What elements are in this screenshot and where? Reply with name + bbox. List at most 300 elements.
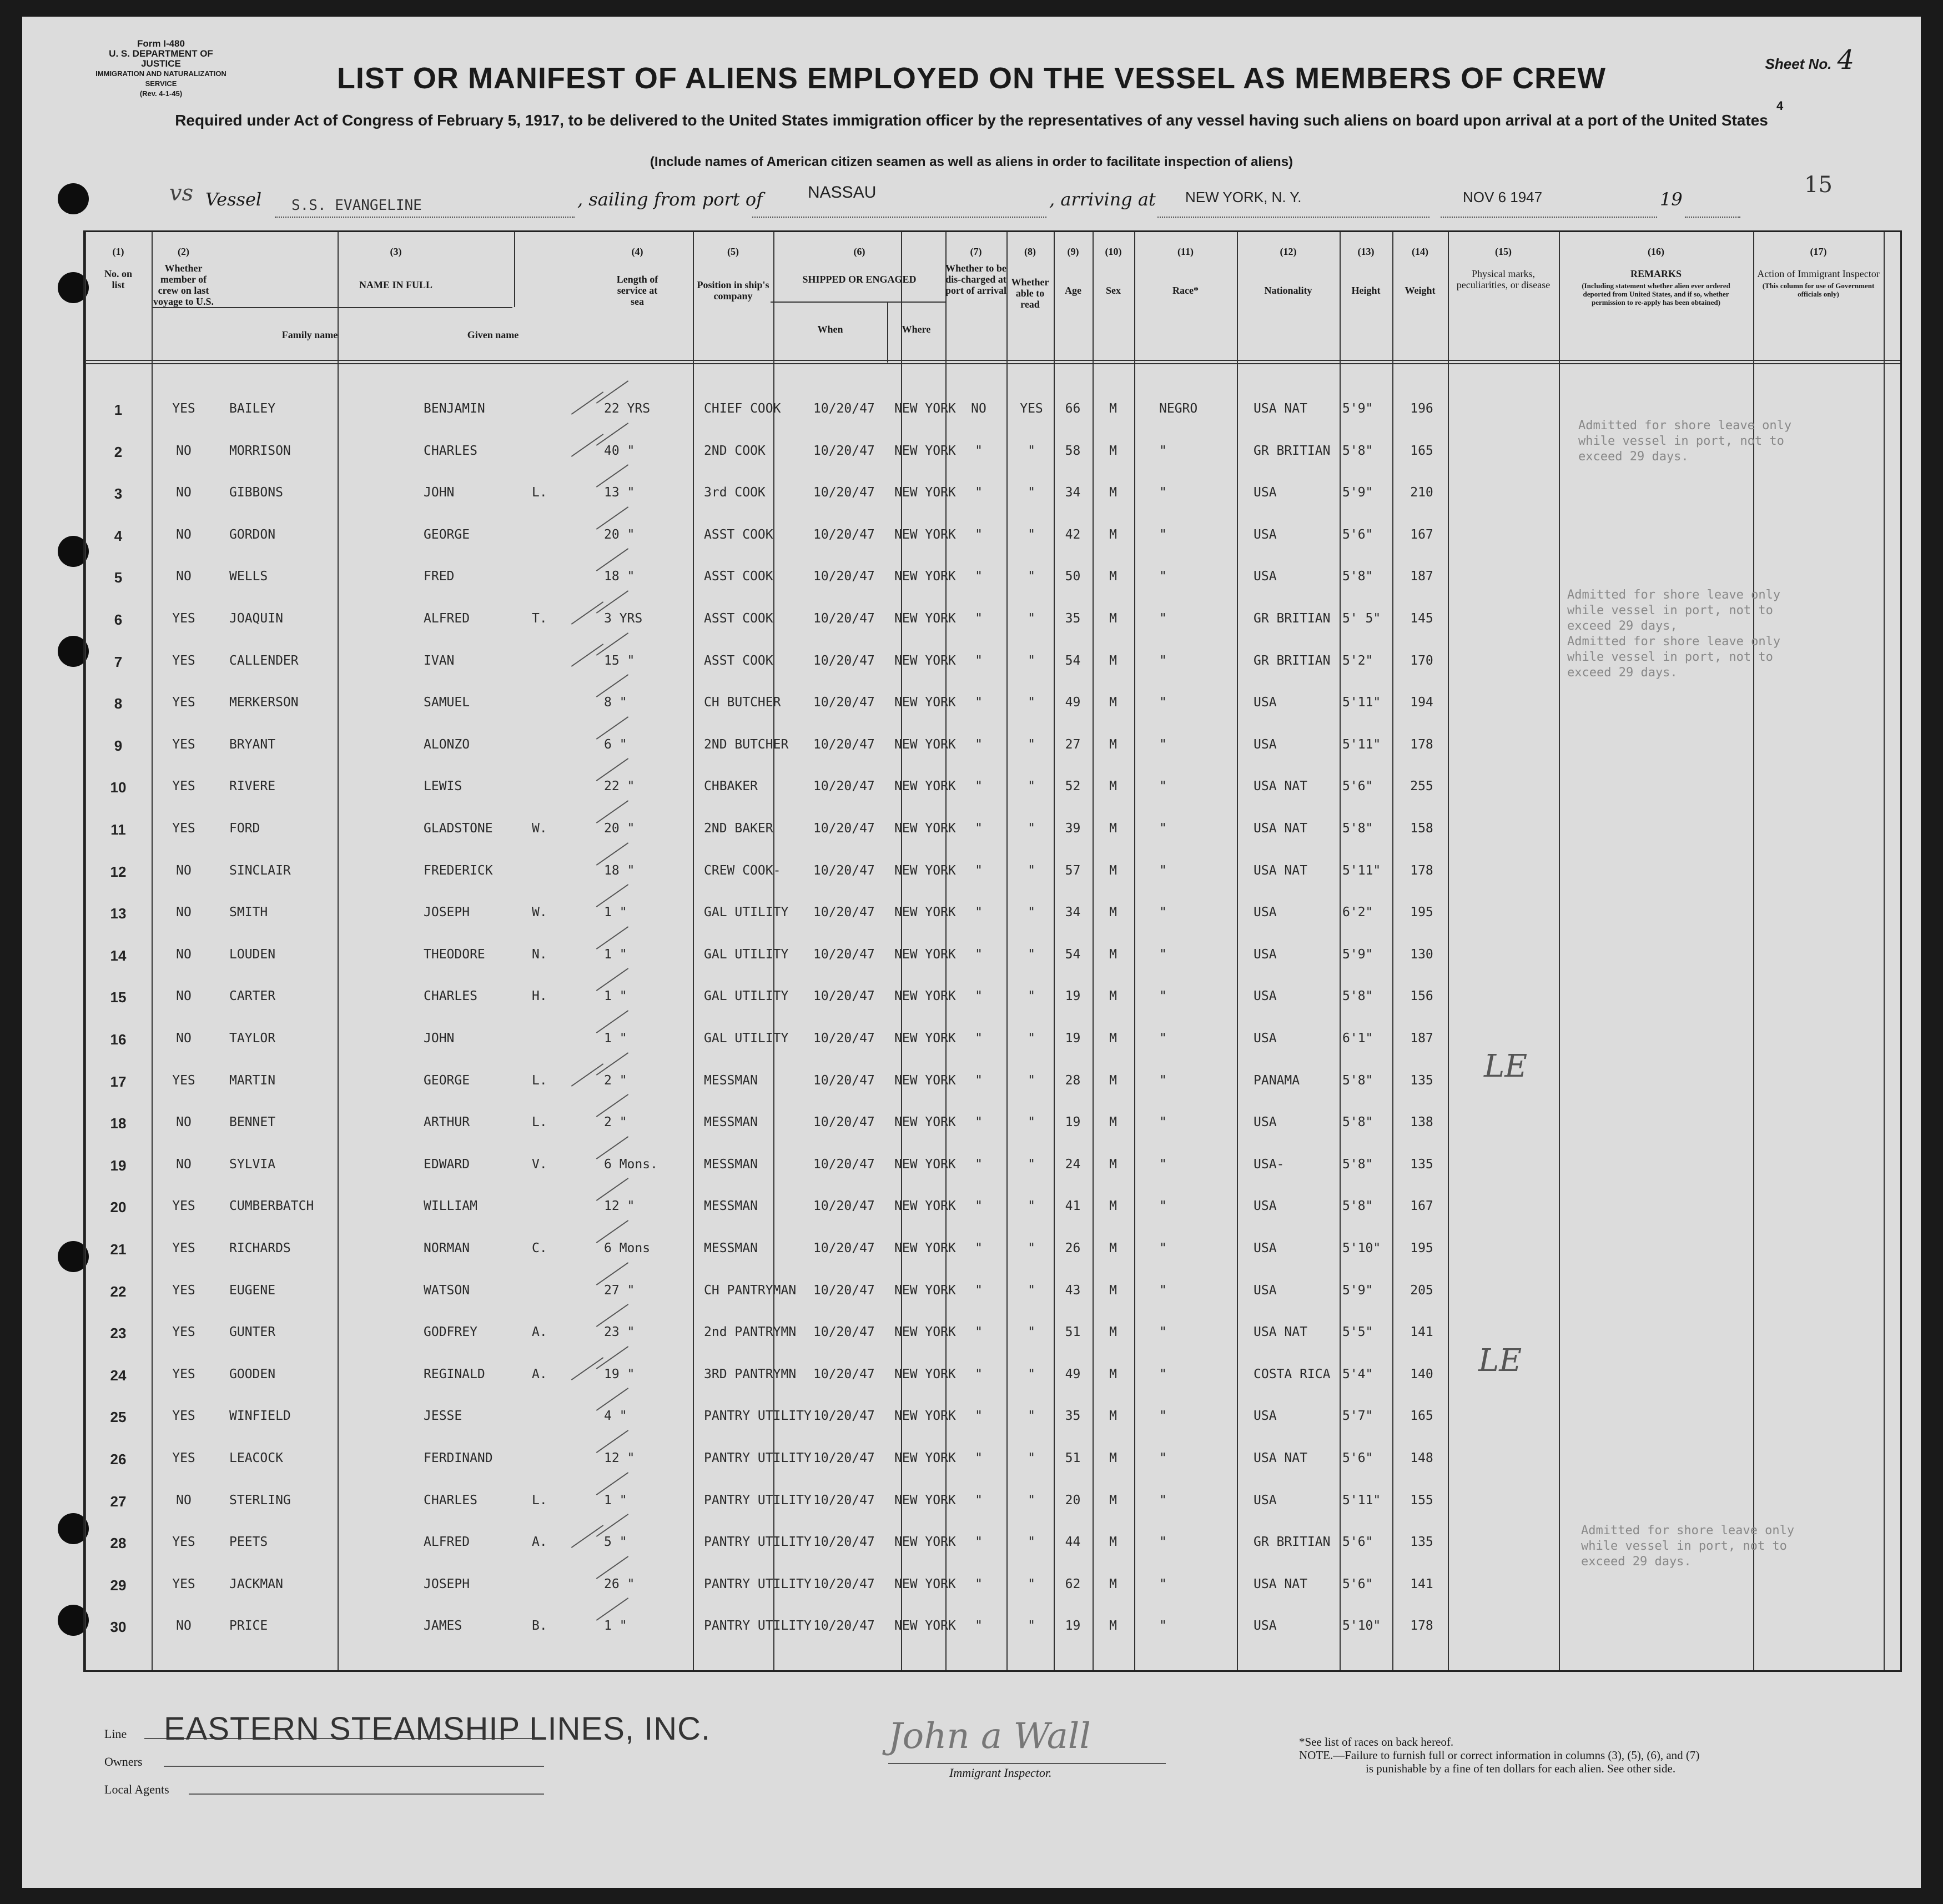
cell-position: ASST COOK xyxy=(704,527,773,542)
cell-nationality: USA NAT xyxy=(1254,863,1307,878)
cell-engaged-when: 10/20/47 xyxy=(813,1241,875,1255)
cell-weight: 165 xyxy=(1410,1409,1433,1424)
cell-sex: M xyxy=(1109,1493,1117,1508)
cell-able-to-read: " xyxy=(1028,1325,1035,1340)
cell-position: CHBAKER xyxy=(704,779,758,794)
cell-weight: 148 xyxy=(1410,1451,1433,1465)
cell-able-to-read: YES xyxy=(1020,401,1043,416)
cell-weight: 145 xyxy=(1410,611,1433,626)
cell-discharged: " xyxy=(975,1241,983,1255)
cell-initial: A. xyxy=(532,1535,547,1550)
cell-discharged: " xyxy=(975,1535,983,1550)
cell-engaged-where: NEW YORK xyxy=(894,1493,956,1508)
cell-able-to-read: " xyxy=(1028,611,1035,626)
cell-last-voyage: YES xyxy=(172,695,195,710)
cell-position: 2ND COOK xyxy=(704,443,766,458)
cell-position: MESSMAN xyxy=(704,1157,758,1172)
cell-age: 51 xyxy=(1065,1325,1081,1340)
cell-length-of-service: 27 " xyxy=(604,1283,635,1298)
cell-length-of-service: 6 Mons xyxy=(604,1241,651,1255)
cell-sex: M xyxy=(1109,443,1117,458)
cell-position: CHIEF COOK xyxy=(704,401,781,416)
cell-family-name: CALLENDER xyxy=(229,653,299,668)
cell-position: GAL UTILITY xyxy=(704,947,789,962)
cell-last-voyage: YES xyxy=(172,1535,195,1550)
cell-weight: 178 xyxy=(1410,863,1433,878)
department: U. S. DEPARTMENT OF JUSTICE xyxy=(109,48,213,69)
cell-sex: M xyxy=(1109,821,1117,836)
cell-age: 66 xyxy=(1065,401,1081,416)
cell-last-voyage: YES xyxy=(172,1283,195,1298)
tick-mark xyxy=(596,1136,628,1159)
cell-family-name: BAILEY xyxy=(229,401,276,416)
check-mark xyxy=(571,1063,603,1087)
cell-engaged-when: 10/20/47 xyxy=(813,611,875,626)
cell-engaged-where: NEW YORK xyxy=(894,1283,956,1298)
cell-engaged-where: NEW YORK xyxy=(894,989,956,1004)
cell-weight: 195 xyxy=(1410,1241,1433,1255)
cell-family-name: FORD xyxy=(229,821,260,836)
cell-sex: M xyxy=(1109,1535,1117,1550)
cell-discharged: " xyxy=(975,1325,983,1340)
cell-discharged: " xyxy=(975,695,983,710)
col-header-nationality xyxy=(1237,246,1340,296)
cell-row-number: 29 xyxy=(110,1576,127,1594)
cell-sex: M xyxy=(1109,1199,1117,1214)
col-num: (16) xyxy=(1648,246,1664,257)
cell-height: 5'6" xyxy=(1342,1535,1373,1550)
revision: (Rev. 4-1-45) xyxy=(139,89,183,98)
cell-row-number: 21 xyxy=(110,1241,127,1258)
cell-length-of-service: 19 " xyxy=(604,1367,635,1381)
cell-height: 5'6" xyxy=(1342,779,1373,794)
cell-row-number: 3 xyxy=(114,485,123,503)
cell-able-to-read: " xyxy=(1028,1619,1035,1634)
col-header-action xyxy=(1753,246,1884,298)
cell-last-voyage: NO xyxy=(176,569,192,584)
cell-given-name: GODFREY xyxy=(424,1325,477,1340)
cell-sex: M xyxy=(1109,695,1117,710)
remark-stamp: Admitted for shore leave only while vessel in port, not to exceed 29 days. xyxy=(1581,1524,1795,1569)
cell-length-of-service: 1 " xyxy=(604,989,627,1004)
cell-length-of-service: 6 Mons. xyxy=(604,1157,658,1172)
col-label: Physical marks, peculiarities, or disease xyxy=(1456,268,1551,290)
col-num: (17) xyxy=(1810,246,1827,257)
cell-height: 5'9" xyxy=(1342,401,1373,416)
cell-given-name: WATSON xyxy=(424,1283,470,1298)
cell-last-voyage: YES xyxy=(172,1073,195,1088)
cell-sex: M xyxy=(1109,1031,1117,1046)
cell-engaged-where: NEW YORK xyxy=(894,1115,956,1130)
cell-engaged-where: NEW YORK xyxy=(894,863,956,878)
cell-row-number: 27 xyxy=(110,1493,127,1510)
cell-row-number: 7 xyxy=(114,653,123,670)
tick-mark xyxy=(596,1010,628,1033)
date-value: NOV 6 1947 xyxy=(1463,189,1543,205)
cell-initial: A. xyxy=(532,1325,547,1340)
cell-row-number: 13 xyxy=(110,905,127,922)
cell-sex: M xyxy=(1109,905,1117,920)
cell-weight: 255 xyxy=(1410,779,1433,794)
cell-engaged-when: 10/20/47 xyxy=(813,1367,875,1381)
cell-nationality: USA xyxy=(1254,1115,1277,1130)
cell-given-name: CHARLES xyxy=(424,443,477,458)
inspector-initials: LE xyxy=(1484,1048,1528,1084)
cell-weight: 138 xyxy=(1410,1115,1433,1130)
cell-family-name: PRICE xyxy=(229,1619,268,1634)
cell-position: ASST COOK xyxy=(704,611,773,626)
cell-weight: 141 xyxy=(1410,1576,1433,1591)
cell-able-to-read: " xyxy=(1028,1199,1035,1214)
cell-age: 20 xyxy=(1065,1493,1081,1508)
cell-age: 35 xyxy=(1065,611,1081,626)
cell-sex: M xyxy=(1109,1241,1117,1255)
cell-length-of-service: 1 " xyxy=(604,947,627,962)
cell-nationality: USA xyxy=(1254,1409,1277,1424)
cell-able-to-read: " xyxy=(1028,1451,1035,1465)
col-label: Whether to be dis-charged at port of arrival xyxy=(945,263,1006,296)
col-label: NAME IN FULL xyxy=(359,279,432,290)
cell-given-name: ALFRED xyxy=(424,611,470,626)
cell-family-name: GOODEN xyxy=(229,1367,276,1381)
cell-sex: M xyxy=(1109,947,1117,962)
cell-able-to-read: " xyxy=(1028,1409,1035,1424)
cell-race: " xyxy=(1159,737,1167,752)
subtitle-note: (Include names of American citizen seamen as well as aliens in order to facilitate inspection of aliens) xyxy=(650,154,1293,169)
cell-initial: A. xyxy=(532,1367,547,1381)
note-races: *See list of races on back hereof. xyxy=(1299,1735,1454,1749)
cell-engaged-where: NEW YORK xyxy=(894,1031,956,1046)
cell-family-name: MERKERSON xyxy=(229,695,299,710)
cell-age: 62 xyxy=(1065,1576,1081,1591)
cell-race: " xyxy=(1159,1073,1167,1088)
cell-sex: M xyxy=(1109,737,1117,752)
cell-able-to-read: " xyxy=(1028,1493,1035,1508)
cell-row-number: 10 xyxy=(110,779,127,796)
cell-weight: 158 xyxy=(1410,821,1433,836)
cell-family-name: JACKMAN xyxy=(229,1576,283,1591)
cell-age: 27 xyxy=(1065,737,1081,752)
cell-engaged-where: NEW YORK xyxy=(894,443,956,458)
col-header-read xyxy=(1006,246,1054,310)
cell-family-name: LEACOCK xyxy=(229,1451,283,1465)
check-mark xyxy=(571,434,603,457)
col-num: (11) xyxy=(1177,246,1194,257)
cell-length-of-service: 18 " xyxy=(604,863,635,878)
col-label: Sex xyxy=(1106,285,1121,296)
remark-stamp: Admitted for shore leave only while vessel in port, not to exceed 29 days. xyxy=(1578,419,1792,464)
cell-discharged: " xyxy=(975,821,983,836)
cell-discharged: " xyxy=(975,1283,983,1298)
col-header-weight xyxy=(1392,246,1448,296)
tick-mark xyxy=(596,842,628,866)
cell-given-name: JOSEPH xyxy=(424,905,470,920)
cell-able-to-read: " xyxy=(1028,1576,1035,1591)
cell-engaged-when: 10/20/47 xyxy=(813,1115,875,1130)
handwritten-number: 15 xyxy=(1804,172,1833,198)
cell-race: " xyxy=(1159,989,1167,1004)
cell-weight: 167 xyxy=(1410,527,1433,542)
col-header-age xyxy=(1054,246,1093,296)
cell-position: 3rd COOK xyxy=(704,485,766,500)
cell-able-to-read: " xyxy=(1028,1367,1035,1381)
cell-family-name: WINFIELD xyxy=(229,1409,291,1424)
cell-sex: M xyxy=(1109,485,1117,500)
cell-weight: 167 xyxy=(1410,1199,1433,1214)
cell-height: 5'8" xyxy=(1342,1157,1373,1172)
cell-family-name: TAYLOR xyxy=(229,1031,276,1046)
vessel-label: Vessel xyxy=(205,189,262,210)
cell-age: 26 xyxy=(1065,1241,1081,1255)
cell-nationality: COSTA RICA xyxy=(1254,1367,1331,1381)
cell-age: 50 xyxy=(1065,569,1081,584)
col-label: Whether member of crew on last voyage to U.S. xyxy=(153,263,214,307)
cell-row-number: 9 xyxy=(114,737,123,754)
cell-race: " xyxy=(1159,1493,1167,1508)
col-header-discharged xyxy=(945,246,1006,296)
cell-engaged-when: 10/20/47 xyxy=(813,1157,875,1172)
cell-family-name: MARTIN xyxy=(229,1073,276,1088)
cell-family-name: MORRISON xyxy=(229,443,291,458)
cell-position: ASST COOK xyxy=(704,653,773,668)
cell-weight: 140 xyxy=(1410,1367,1433,1381)
company-name: EASTERN STEAMSHIP LINES, INC. xyxy=(164,1711,711,1747)
cell-engaged-when: 10/20/47 xyxy=(813,779,875,794)
page-title: LIST OR MANIFEST OF ALIENS EMPLOYED ON THE VESSEL AS MEMBERS OF CREW xyxy=(336,62,1607,95)
cell-position: PANTRY UTILITY xyxy=(704,1409,812,1424)
cell-last-voyage: YES xyxy=(172,1367,195,1381)
cell-race: " xyxy=(1159,779,1167,794)
cell-sex: M xyxy=(1109,779,1117,794)
cell-given-name: LEWIS xyxy=(424,779,462,794)
cell-nationality: USA xyxy=(1254,1619,1277,1634)
col-label: Height xyxy=(1351,285,1381,296)
cell-row-number: 20 xyxy=(110,1199,127,1216)
cell-nationality: USA xyxy=(1254,695,1277,710)
cell-height: 6'1" xyxy=(1342,1031,1373,1046)
cell-row-number: 11 xyxy=(110,821,126,838)
cell-family-name: GIBBONS xyxy=(229,485,283,500)
tick-mark xyxy=(596,1430,628,1453)
cell-nationality: USA xyxy=(1254,989,1277,1004)
cell-given-name: FERDINAND xyxy=(424,1451,493,1465)
cell-family-name: GUNTER xyxy=(229,1325,276,1340)
col-num: (10) xyxy=(1105,246,1122,257)
cell-able-to-read: " xyxy=(1028,1157,1035,1172)
cell-engaged-where: NEW YORK xyxy=(894,1619,956,1634)
cell-race: " xyxy=(1159,1451,1167,1465)
cell-able-to-read: " xyxy=(1028,527,1035,542)
cell-age: 19 xyxy=(1065,989,1081,1004)
cell-given-name: JESSE xyxy=(424,1409,462,1424)
cell-age: 34 xyxy=(1065,905,1081,920)
cell-length-of-service: 20 " xyxy=(604,821,635,836)
sailing-field xyxy=(752,194,1046,218)
tick-mark xyxy=(596,548,628,571)
cell-able-to-read: " xyxy=(1028,695,1035,710)
cell-nationality: USA xyxy=(1254,527,1277,542)
cell-weight: 187 xyxy=(1410,569,1433,584)
cell-nationality: GR BRITIAN xyxy=(1254,1535,1331,1550)
cell-able-to-read: " xyxy=(1028,653,1035,668)
cell-race: " xyxy=(1159,695,1167,710)
cell-length-of-service: 2 " xyxy=(604,1115,627,1130)
cell-sex: M xyxy=(1109,611,1117,626)
check-mark xyxy=(571,601,603,625)
cell-position: MESSMAN xyxy=(704,1241,758,1255)
line-label: Line xyxy=(104,1727,127,1741)
arriving-label: , arriving at xyxy=(1049,189,1156,210)
tick-mark xyxy=(596,632,628,656)
cell-family-name: BENNET xyxy=(229,1115,276,1130)
cell-height: 5'4" xyxy=(1342,1367,1373,1381)
cell-discharged: " xyxy=(975,1367,983,1381)
cell-length-of-service: 2 " xyxy=(604,1073,627,1088)
cell-sex: M xyxy=(1109,863,1117,878)
cell-position: MESSMAN xyxy=(704,1199,758,1214)
cell-given-name: CHARLES xyxy=(424,989,477,1004)
cell-sex: M xyxy=(1109,1619,1117,1634)
inspector-label: Immigrant Inspector. xyxy=(949,1766,1052,1780)
cell-discharged: " xyxy=(975,737,983,752)
cell-initial: L. xyxy=(532,485,547,500)
cell-last-voyage: NO xyxy=(176,989,192,1004)
cell-last-voyage: NO xyxy=(176,863,192,878)
cell-position: 2nd PANTRYMN xyxy=(704,1325,797,1340)
tick-mark xyxy=(596,968,628,991)
col-header-given-name: Given name xyxy=(467,329,519,340)
cell-engaged-when: 10/20/47 xyxy=(813,527,875,542)
cell-weight: 205 xyxy=(1410,1283,1433,1298)
cell-length-of-service: 40 " xyxy=(604,443,635,458)
cell-last-voyage: YES xyxy=(172,1451,195,1465)
cell-engaged-when: 10/20/47 xyxy=(813,1451,875,1465)
cell-weight: 155 xyxy=(1410,1493,1433,1508)
cell-row-number: 6 xyxy=(114,611,123,628)
tick-mark xyxy=(596,1346,628,1369)
cell-position: 3RD PANTRYMN xyxy=(704,1367,797,1381)
punch-hole xyxy=(58,183,89,214)
col-header-race xyxy=(1134,246,1237,296)
cell-nationality: USA xyxy=(1254,485,1277,500)
cell-discharged: " xyxy=(975,1409,983,1424)
cell-sex: M xyxy=(1109,1115,1117,1130)
cell-position: CH BUTCHER xyxy=(704,695,781,710)
cell-row-number: 25 xyxy=(110,1409,127,1426)
cell-engaged-when: 10/20/47 xyxy=(813,989,875,1004)
cell-sex: M xyxy=(1109,1367,1117,1381)
cell-weight: 141 xyxy=(1410,1325,1433,1340)
cell-discharged: " xyxy=(975,527,983,542)
cell-given-name: JOSEPH xyxy=(424,1576,470,1591)
cell-row-number: 2 xyxy=(114,443,123,460)
cell-engaged-when: 10/20/47 xyxy=(813,905,875,920)
cell-length-of-service: 15 " xyxy=(604,653,635,668)
col-num: (12) xyxy=(1280,246,1297,257)
cell-race: " xyxy=(1159,1241,1167,1255)
cell-family-name: RIVERE xyxy=(229,779,276,794)
cell-weight: 187 xyxy=(1410,1031,1433,1046)
cell-row-number: 12 xyxy=(110,863,127,880)
cell-height: 5'8" xyxy=(1342,569,1373,584)
cell-engaged-where: NEW YORK xyxy=(894,527,956,542)
cell-weight: 135 xyxy=(1410,1073,1433,1088)
cell-age: 54 xyxy=(1065,653,1081,668)
cell-weight: 194 xyxy=(1410,695,1433,710)
cell-row-number: 18 xyxy=(110,1115,127,1132)
cell-discharged: " xyxy=(975,653,983,668)
cell-discharged: " xyxy=(975,905,983,920)
cell-last-voyage: YES xyxy=(172,401,195,416)
cell-length-of-service: 6 " xyxy=(604,737,627,752)
cell-initial: W. xyxy=(532,821,547,836)
cell-engaged-where: NEW YORK xyxy=(894,905,956,920)
col-sublabel: (Including statement whether alien ever ordered deported from United States, and if so, whether permission to re-apply has been obtained) xyxy=(1582,282,1730,307)
cell-race: " xyxy=(1159,863,1167,878)
cell-nationality: USA NAT xyxy=(1254,1325,1307,1340)
cell-last-voyage: YES xyxy=(172,737,195,752)
cell-position: MESSMAN xyxy=(704,1115,758,1130)
col-num: (6) xyxy=(853,246,865,257)
cell-family-name: BRYANT xyxy=(229,737,276,752)
cell-age: 35 xyxy=(1065,1409,1081,1424)
inspector-initials: LE xyxy=(1478,1343,1522,1379)
cell-nationality: USA xyxy=(1254,1199,1277,1214)
col-num: (7) xyxy=(970,246,982,257)
cell-length-of-service: 12 " xyxy=(604,1451,635,1465)
cell-length-of-service: 8 " xyxy=(604,695,627,710)
cell-discharged: " xyxy=(975,1619,983,1634)
cell-engaged-when: 10/20/47 xyxy=(813,485,875,500)
cell-able-to-read: " xyxy=(1028,821,1035,836)
col-header-sex xyxy=(1093,246,1134,296)
cell-engaged-where: NEW YORK xyxy=(894,1409,956,1424)
cell-discharged: " xyxy=(975,1576,983,1591)
cell-sex: M xyxy=(1109,1325,1117,1340)
cell-engaged-where: NEW YORK xyxy=(894,1451,956,1465)
tick-mark xyxy=(596,674,628,697)
cell-engaged-when: 10/20/47 xyxy=(813,1619,875,1634)
cell-able-to-read: " xyxy=(1028,443,1035,458)
cell-last-voyage: YES xyxy=(172,1325,195,1340)
cell-family-name: STERLING xyxy=(229,1493,291,1508)
cell-nationality: USA NAT xyxy=(1254,779,1307,794)
cell-row-number: 30 xyxy=(110,1619,127,1636)
cell-age: 51 xyxy=(1065,1451,1081,1465)
cell-sex: M xyxy=(1109,1576,1117,1591)
cell-engaged-when: 10/20/47 xyxy=(813,569,875,584)
cell-position: PANTRY UTILITY xyxy=(704,1619,812,1634)
cell-age: 44 xyxy=(1065,1535,1081,1550)
cell-able-to-read: " xyxy=(1028,905,1035,920)
cell-initial: H. xyxy=(532,989,547,1004)
cell-last-voyage: NO xyxy=(176,1619,192,1634)
cell-initial: T. xyxy=(532,611,547,626)
cell-engaged-where: NEW YORK xyxy=(894,1073,956,1088)
cell-sex: M xyxy=(1109,401,1117,416)
cell-family-name: CUMBERBATCH xyxy=(229,1199,314,1214)
cell-nationality: PANAMA xyxy=(1254,1073,1300,1088)
vessel-value: S.S. EVANGELINE xyxy=(291,197,422,214)
col-header-height xyxy=(1340,246,1392,296)
sailing-value: NASSAU xyxy=(808,183,877,202)
cell-discharged: " xyxy=(975,485,983,500)
cell-sex: M xyxy=(1109,653,1117,668)
cell-weight: 195 xyxy=(1410,905,1433,920)
cell-race: " xyxy=(1159,905,1167,920)
cell-race: " xyxy=(1159,1283,1167,1298)
cell-race: " xyxy=(1159,1367,1167,1381)
